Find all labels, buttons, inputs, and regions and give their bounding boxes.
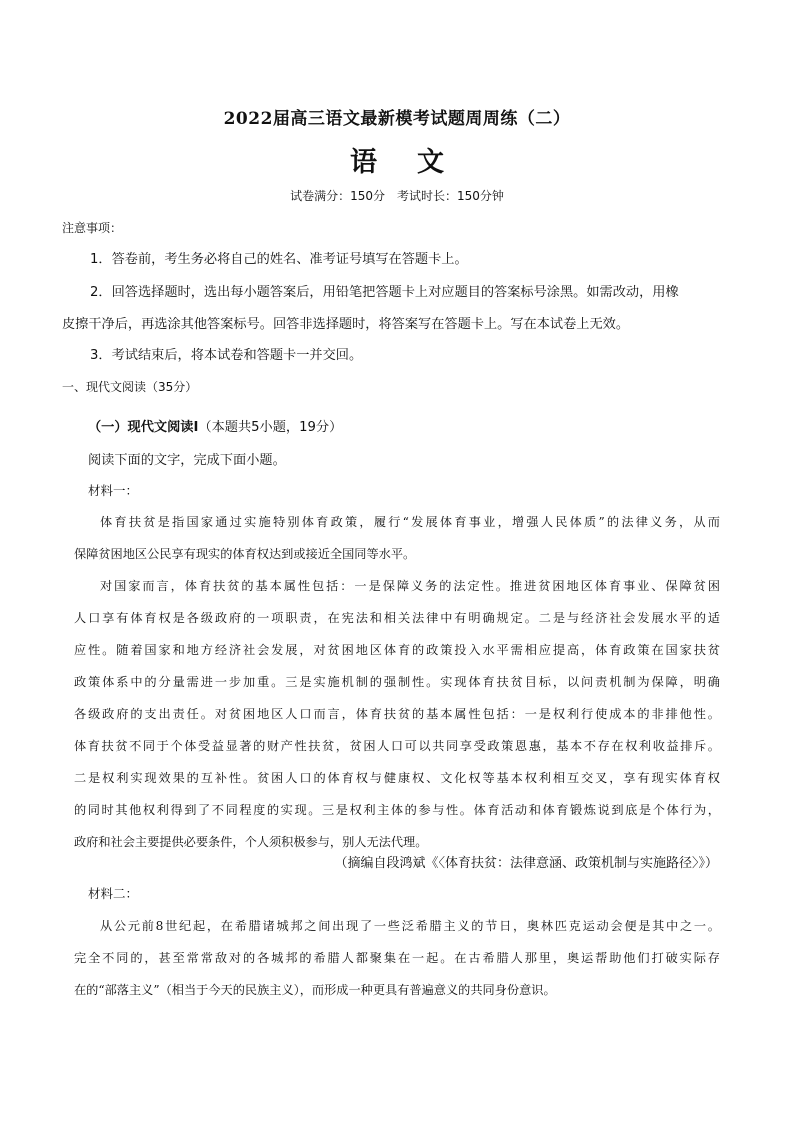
instruction: 阅读下面的文字，完成下面小题。 xyxy=(88,453,286,468)
paragraph-line: 对国家而言，体育扶贫的基本属性包括：一是保障义务的法定性。推进贫困地区体育事业、保障贫困 xyxy=(100,579,720,593)
notice-item: 3．考试结束后，将本试卷和答题卡一并交回。 xyxy=(90,348,363,363)
paragraph-line: 应性。随着国家和地方经济社会发展，对贫困地区体育的政策投入水平需相应提高，体育政策在国家扶贫 xyxy=(74,643,720,657)
paragraph-line: 保障贫困地区公民享有现实的体育权达到或接近全国同等水平。 xyxy=(74,547,416,561)
paragraph-line: 各级政府的支出责任。对贫困地区人口而言，体育扶贫的基本属性包括：一是权利行使成本的非排他性。 xyxy=(74,707,720,721)
sub-heading-rest: （本题共5小题，19分） xyxy=(198,420,343,435)
paragraph-line: 体育扶贫不同于个体受益显著的财产性扶贫，贫困人口可以共同享受政策恩惠，基本不存在权利收益排斥。 xyxy=(74,739,720,753)
material1-label: 材料一： xyxy=(88,483,139,498)
notice-item: 2．回答选择题时，选出每小题答案后，用铅笔把答题卡上对应题目的答案标号涂黑。如需改动，用橡 xyxy=(90,285,679,300)
subject-title: 语文 xyxy=(350,147,484,178)
paragraph-line: 政府和社会主要提供必要条件，个人须积极参与，别人无法代理。 xyxy=(74,835,428,849)
paragraph-line: 体育扶贫是指国家通过实施特别体育政策，履行“发展体育事业，增强人民体质”的法律义务，从而 xyxy=(100,515,720,529)
exam-title: 2022届高三语文最新模考试题周周练（二） xyxy=(223,109,571,129)
sub-heading-bold: （一）现代文阅读Ⅰ xyxy=(88,420,199,435)
paragraph-line: 在的“部落主义”（相当于今天的民族主义），而形成一种更具有普遍意义的共同身份意识。 xyxy=(74,983,556,997)
notice-item: 皮擦干净后，再选涂其他答案标号。回答非选择题时，将答案写在答题卡上。写在本试卷上无效。 xyxy=(62,317,630,332)
paragraph-line: 的同时其他权利得到了不同程度的实现。三是权利主体的参与性。体育活动和体育锻炼说到底是个体行为， xyxy=(74,803,720,817)
paragraph-line: 人口享有体育权是各级政府的一项职责，在宪法和相关法律中有明确规定。二是与经济社会发展水平的适 xyxy=(74,611,720,625)
material1-source: （摘编自段鸿斌《〈体育扶贫：法律意涵、政策机制与实施路径〉》） xyxy=(334,856,718,871)
paragraph-line: 完全不同的，甚至常常敌对的各城邦的希腊人都聚集在一起。在古希腊人那里，奥运帮助他们打破实际存 xyxy=(74,951,720,965)
exam-info: 试卷满分：150分 考试时长：150分钟 xyxy=(290,189,504,203)
paragraph-line: 二是权利实现效果的互补性。贫困人口的体育权与健康权、文化权等基本权利相互交叉，享有现实体育权 xyxy=(74,771,720,785)
section-heading: 一、现代文阅读（35分） xyxy=(62,380,198,394)
paragraph-line: 从公元前8世纪起，在希腊诸城邦之间出现了一些泛希腊主义的节日，奥林匹克运动会便是其中之一。 xyxy=(100,919,720,933)
sub-heading xyxy=(88,416,342,435)
paragraph-line: 政策体系中的分量需进一步加重。三是实施机制的强制性。实现体育扶贫目标，以问责机制为保障，明确 xyxy=(74,675,720,689)
notice-label: 注意事项： xyxy=(62,221,123,235)
material2-label: 材料二： xyxy=(88,886,139,901)
notice-item: 1．答卷前，考生务必将自己的姓名、准考证号填写在答题卡上。 xyxy=(90,252,468,267)
